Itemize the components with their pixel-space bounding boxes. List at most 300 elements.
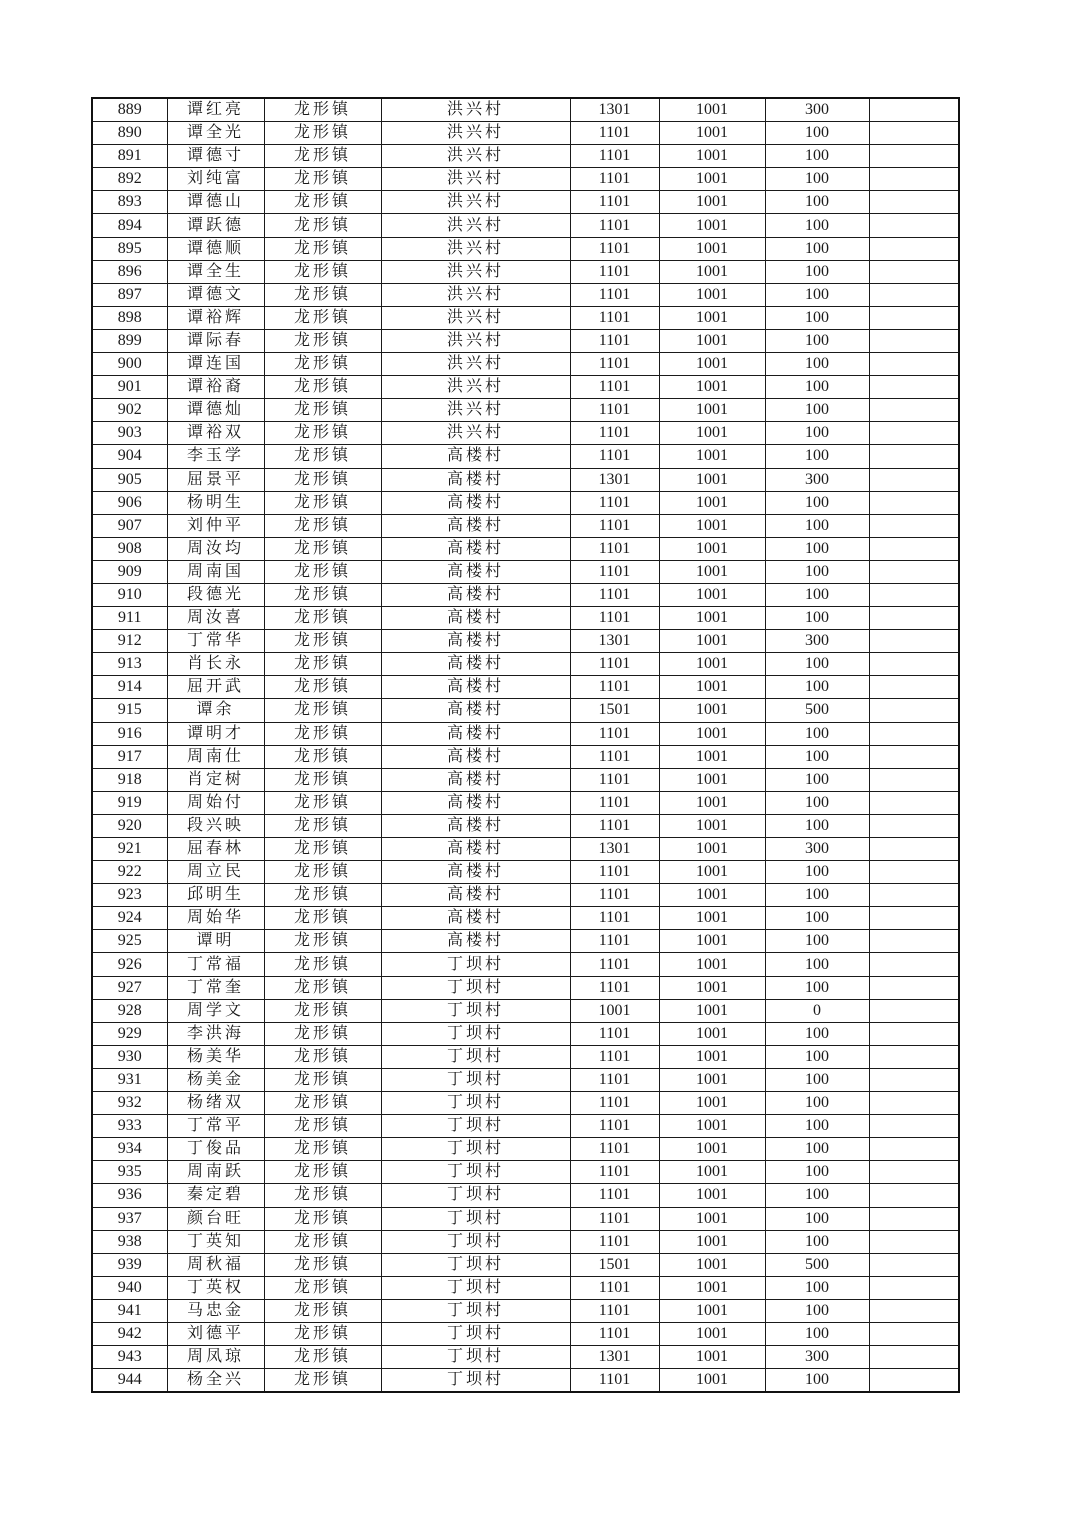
note-cell [869, 468, 959, 491]
town-cell: 龙形镇 [264, 122, 381, 145]
amount-cell: 100 [765, 768, 869, 791]
amount-cell: 100 [765, 168, 869, 191]
code2-cell: 1001 [659, 607, 765, 630]
row-number-cell: 931 [92, 1068, 167, 1091]
amount-cell: 300 [765, 838, 869, 861]
name-cell: 刘纯富 [167, 168, 264, 191]
note-cell [869, 1369, 959, 1393]
row-number-cell: 939 [92, 1253, 167, 1276]
table-row [92, 1346, 959, 1369]
name-cell: 谭德山 [167, 191, 264, 214]
table-row [92, 768, 959, 791]
note-cell [869, 1299, 959, 1322]
table-row [92, 468, 959, 491]
amount-cell: 100 [765, 722, 869, 745]
town-cell: 龙形镇 [264, 283, 381, 306]
note-cell [869, 1322, 959, 1345]
table-row [92, 191, 959, 214]
note-cell [869, 1045, 959, 1068]
row-number-cell: 936 [92, 1184, 167, 1207]
amount-cell: 100 [765, 353, 869, 376]
note-cell [869, 537, 959, 560]
note-cell [869, 838, 959, 861]
town-cell: 龙形镇 [264, 514, 381, 537]
code2-cell: 1001 [659, 353, 765, 376]
row-number-cell: 904 [92, 445, 167, 468]
village-cell: 高楼村 [381, 583, 570, 606]
row-number-cell: 900 [92, 353, 167, 376]
village-cell: 高楼村 [381, 607, 570, 630]
town-cell: 龙形镇 [264, 491, 381, 514]
code2-cell: 1001 [659, 1299, 765, 1322]
amount-cell: 100 [765, 122, 869, 145]
village-cell: 高楼村 [381, 676, 570, 699]
town-cell: 龙形镇 [264, 884, 381, 907]
amount-cell: 100 [765, 1161, 869, 1184]
code2-cell: 1001 [659, 399, 765, 422]
code2-cell: 1001 [659, 98, 765, 122]
village-cell: 高楼村 [381, 930, 570, 953]
code1-cell: 1101 [570, 814, 659, 837]
code1-cell: 1001 [570, 999, 659, 1022]
code2-cell: 1001 [659, 376, 765, 399]
code1-cell: 1301 [570, 98, 659, 122]
town-cell: 龙形镇 [264, 907, 381, 930]
name-cell: 谭德寸 [167, 145, 264, 168]
row-number-cell: 928 [92, 999, 167, 1022]
code2-cell: 1001 [659, 999, 765, 1022]
amount-cell: 300 [765, 98, 869, 122]
code1-cell: 1101 [570, 353, 659, 376]
amount-cell: 100 [765, 884, 869, 907]
row-number-cell: 899 [92, 329, 167, 352]
name-cell: 屈春林 [167, 838, 264, 861]
code1-cell: 1101 [570, 237, 659, 260]
amount-cell: 100 [765, 445, 869, 468]
code1-cell: 1101 [570, 791, 659, 814]
note-cell [869, 260, 959, 283]
code1-cell: 1101 [570, 722, 659, 745]
code1-cell: 1101 [570, 514, 659, 537]
amount-cell: 100 [765, 514, 869, 537]
name-cell: 邱明生 [167, 884, 264, 907]
row-number-cell: 892 [92, 168, 167, 191]
town-cell: 龙形镇 [264, 214, 381, 237]
row-number-cell: 894 [92, 214, 167, 237]
amount-cell: 100 [765, 1092, 869, 1115]
amount-cell: 100 [765, 560, 869, 583]
row-number-cell: 903 [92, 422, 167, 445]
code2-cell: 1001 [659, 237, 765, 260]
row-number-cell: 895 [92, 237, 167, 260]
table-row [92, 953, 959, 976]
village-cell: 丁坝村 [381, 1115, 570, 1138]
note-cell [869, 514, 959, 537]
name-cell: 丁俊品 [167, 1138, 264, 1161]
code2-cell: 1001 [659, 191, 765, 214]
note-cell [869, 1346, 959, 1369]
town-cell: 龙形镇 [264, 976, 381, 999]
note-cell [869, 884, 959, 907]
code2-cell: 1001 [659, 583, 765, 606]
row-number-cell: 906 [92, 491, 167, 514]
table-row [92, 1369, 959, 1393]
name-cell: 杨绪双 [167, 1092, 264, 1115]
code2-cell: 1001 [659, 1045, 765, 1068]
village-cell: 洪兴村 [381, 145, 570, 168]
table-row [92, 283, 959, 306]
table-row [92, 491, 959, 514]
village-cell: 洪兴村 [381, 191, 570, 214]
table-row [92, 1045, 959, 1068]
note-cell [869, 168, 959, 191]
table-row [92, 237, 959, 260]
name-cell: 肖定树 [167, 768, 264, 791]
row-number-cell: 889 [92, 98, 167, 122]
table-row [92, 98, 959, 122]
code2-cell: 1001 [659, 260, 765, 283]
name-cell: 谭全光 [167, 122, 264, 145]
village-cell: 洪兴村 [381, 214, 570, 237]
amount-cell: 100 [765, 861, 869, 884]
table-row [92, 699, 959, 722]
code1-cell: 1101 [570, 653, 659, 676]
town-cell: 龙形镇 [264, 1138, 381, 1161]
note-cell [869, 329, 959, 352]
code1-cell: 1101 [570, 145, 659, 168]
row-number-cell: 910 [92, 583, 167, 606]
name-cell: 颜台旺 [167, 1207, 264, 1230]
name-cell: 谭际春 [167, 329, 264, 352]
row-number-cell: 907 [92, 514, 167, 537]
table-row [92, 445, 959, 468]
town-cell: 龙形镇 [264, 376, 381, 399]
amount-cell: 300 [765, 468, 869, 491]
town-cell: 龙形镇 [264, 1299, 381, 1322]
town-cell: 龙形镇 [264, 1369, 381, 1393]
town-cell: 龙形镇 [264, 1045, 381, 1068]
code2-cell: 1001 [659, 1322, 765, 1345]
code1-cell: 1101 [570, 1092, 659, 1115]
table-row [92, 630, 959, 653]
village-cell: 高楼村 [381, 861, 570, 884]
name-cell: 周学文 [167, 999, 264, 1022]
code1-cell: 1101 [570, 191, 659, 214]
town-cell: 龙形镇 [264, 145, 381, 168]
village-cell: 洪兴村 [381, 422, 570, 445]
code2-cell: 1001 [659, 676, 765, 699]
name-cell: 段兴映 [167, 814, 264, 837]
code2-cell: 1001 [659, 1276, 765, 1299]
note-cell [869, 976, 959, 999]
code1-cell: 1101 [570, 1045, 659, 1068]
name-cell: 谭明 [167, 930, 264, 953]
amount-cell: 100 [765, 1115, 869, 1138]
table-row [92, 122, 959, 145]
code2-cell: 1001 [659, 930, 765, 953]
village-cell: 高楼村 [381, 491, 570, 514]
amount-cell: 100 [765, 1322, 869, 1345]
table-row [92, 353, 959, 376]
village-cell: 丁坝村 [381, 1230, 570, 1253]
row-number-cell: 908 [92, 537, 167, 560]
village-cell: 丁坝村 [381, 1068, 570, 1091]
note-cell [869, 145, 959, 168]
code1-cell: 1501 [570, 699, 659, 722]
code1-cell: 1101 [570, 168, 659, 191]
note-cell [869, 745, 959, 768]
row-number-cell: 923 [92, 884, 167, 907]
row-number-cell: 927 [92, 976, 167, 999]
note-cell [869, 353, 959, 376]
table-row [92, 1276, 959, 1299]
code2-cell: 1001 [659, 768, 765, 791]
village-cell: 高楼村 [381, 838, 570, 861]
row-number-cell: 893 [92, 191, 167, 214]
table-row [92, 976, 959, 999]
name-cell: 谭德顺 [167, 237, 264, 260]
town-cell: 龙形镇 [264, 999, 381, 1022]
code2-cell: 1001 [659, 745, 765, 768]
town-cell: 龙形镇 [264, 722, 381, 745]
code2-cell: 1001 [659, 1253, 765, 1276]
village-cell: 洪兴村 [381, 376, 570, 399]
code1-cell: 1101 [570, 1207, 659, 1230]
amount-cell: 100 [765, 907, 869, 930]
name-cell: 丁英知 [167, 1230, 264, 1253]
amount-cell: 100 [765, 491, 869, 514]
amount-cell: 300 [765, 1346, 869, 1369]
code1-cell: 1101 [570, 745, 659, 768]
town-cell: 龙形镇 [264, 768, 381, 791]
row-number-cell: 930 [92, 1045, 167, 1068]
village-cell: 丁坝村 [381, 1253, 570, 1276]
village-cell: 高楼村 [381, 630, 570, 653]
table-row [92, 1184, 959, 1207]
row-number-cell: 905 [92, 468, 167, 491]
note-cell [869, 237, 959, 260]
village-cell: 洪兴村 [381, 98, 570, 122]
code2-cell: 1001 [659, 145, 765, 168]
village-cell: 洪兴村 [381, 168, 570, 191]
town-cell: 龙形镇 [264, 1322, 381, 1345]
amount-cell: 100 [765, 1299, 869, 1322]
village-cell: 丁坝村 [381, 1022, 570, 1045]
village-cell: 洪兴村 [381, 353, 570, 376]
table-row [92, 999, 959, 1022]
village-cell: 高楼村 [381, 468, 570, 491]
town-cell: 龙形镇 [264, 168, 381, 191]
row-number-cell: 902 [92, 399, 167, 422]
note-cell [869, 1022, 959, 1045]
table-row [92, 514, 959, 537]
table-row [92, 583, 959, 606]
village-cell: 高楼村 [381, 722, 570, 745]
code2-cell: 1001 [659, 722, 765, 745]
row-number-cell: 898 [92, 306, 167, 329]
note-cell [869, 953, 959, 976]
amount-cell: 100 [765, 237, 869, 260]
name-cell: 秦定碧 [167, 1184, 264, 1207]
town-cell: 龙形镇 [264, 1253, 381, 1276]
code1-cell: 1101 [570, 861, 659, 884]
village-cell: 洪兴村 [381, 260, 570, 283]
note-cell [869, 1115, 959, 1138]
table-row [92, 1115, 959, 1138]
town-cell: 龙形镇 [264, 1068, 381, 1091]
amount-cell: 100 [765, 583, 869, 606]
code2-cell: 1001 [659, 468, 765, 491]
roster-table [91, 97, 960, 1393]
code1-cell: 1101 [570, 560, 659, 583]
note-cell [869, 214, 959, 237]
name-cell: 谭裕辉 [167, 306, 264, 329]
code2-cell: 1001 [659, 1346, 765, 1369]
code2-cell: 1001 [659, 1369, 765, 1393]
town-cell: 龙形镇 [264, 306, 381, 329]
note-cell [869, 122, 959, 145]
amount-cell: 100 [765, 283, 869, 306]
amount-cell: 100 [765, 607, 869, 630]
town-cell: 龙形镇 [264, 791, 381, 814]
village-cell: 丁坝村 [381, 1045, 570, 1068]
note-cell [869, 722, 959, 745]
code1-cell: 1101 [570, 422, 659, 445]
table-row [92, 306, 959, 329]
town-cell: 龙形镇 [264, 191, 381, 214]
row-number-cell: 942 [92, 1322, 167, 1345]
village-cell: 高楼村 [381, 514, 570, 537]
village-cell: 高楼村 [381, 814, 570, 837]
village-cell: 丁坝村 [381, 1322, 570, 1345]
note-cell [869, 607, 959, 630]
village-cell: 丁坝村 [381, 1369, 570, 1393]
note-cell [869, 930, 959, 953]
note-cell [869, 1092, 959, 1115]
name-cell: 杨美华 [167, 1045, 264, 1068]
table-row [92, 1022, 959, 1045]
note-cell [869, 191, 959, 214]
code1-cell: 1101 [570, 122, 659, 145]
name-cell: 周秋福 [167, 1253, 264, 1276]
amount-cell: 100 [765, 930, 869, 953]
note-cell [869, 98, 959, 122]
village-cell: 丁坝村 [381, 1346, 570, 1369]
table-row [92, 884, 959, 907]
town-cell: 龙形镇 [264, 1161, 381, 1184]
row-number-cell: 916 [92, 722, 167, 745]
code1-cell: 1101 [570, 930, 659, 953]
amount-cell: 100 [765, 1068, 869, 1091]
town-cell: 龙形镇 [264, 260, 381, 283]
town-cell: 龙形镇 [264, 1115, 381, 1138]
code1-cell: 1101 [570, 1369, 659, 1393]
note-cell [869, 699, 959, 722]
code1-cell: 1101 [570, 491, 659, 514]
table-row [92, 676, 959, 699]
name-cell: 谭全生 [167, 260, 264, 283]
code2-cell: 1001 [659, 1207, 765, 1230]
table-row [92, 560, 959, 583]
name-cell: 周南跃 [167, 1161, 264, 1184]
village-cell: 高楼村 [381, 699, 570, 722]
table-row [92, 722, 959, 745]
name-cell: 马忠金 [167, 1299, 264, 1322]
note-cell [869, 491, 959, 514]
row-number-cell: 935 [92, 1161, 167, 1184]
name-cell: 谭德文 [167, 283, 264, 306]
note-cell [869, 445, 959, 468]
amount-cell: 100 [765, 191, 869, 214]
village-cell: 丁坝村 [381, 1299, 570, 1322]
table-row [92, 1207, 959, 1230]
row-number-cell: 891 [92, 145, 167, 168]
code1-cell: 1101 [570, 953, 659, 976]
village-cell: 高楼村 [381, 884, 570, 907]
amount-cell: 100 [765, 653, 869, 676]
name-cell: 丁常华 [167, 630, 264, 653]
town-cell: 龙形镇 [264, 329, 381, 352]
village-cell: 高楼村 [381, 768, 570, 791]
code1-cell: 1301 [570, 838, 659, 861]
note-cell [869, 1276, 959, 1299]
code2-cell: 1001 [659, 214, 765, 237]
town-cell: 龙形镇 [264, 422, 381, 445]
row-number-cell: 941 [92, 1299, 167, 1322]
town-cell: 龙形镇 [264, 583, 381, 606]
amount-cell: 100 [765, 791, 869, 814]
name-cell: 刘仲平 [167, 514, 264, 537]
table-row [92, 838, 959, 861]
table-row [92, 607, 959, 630]
town-cell: 龙形镇 [264, 1207, 381, 1230]
town-cell: 龙形镇 [264, 930, 381, 953]
name-cell: 谭红亮 [167, 98, 264, 122]
row-number-cell: 919 [92, 791, 167, 814]
village-cell: 丁坝村 [381, 1138, 570, 1161]
note-cell [869, 861, 959, 884]
code2-cell: 1001 [659, 422, 765, 445]
row-number-cell: 943 [92, 1346, 167, 1369]
note-cell [869, 676, 959, 699]
code2-cell: 1001 [659, 1068, 765, 1091]
row-number-cell: 922 [92, 861, 167, 884]
amount-cell: 100 [765, 1369, 869, 1393]
town-cell: 龙形镇 [264, 537, 381, 560]
code2-cell: 1001 [659, 861, 765, 884]
name-cell: 周南仕 [167, 745, 264, 768]
village-cell: 丁坝村 [381, 1184, 570, 1207]
name-cell: 刘德平 [167, 1322, 264, 1345]
name-cell: 周南国 [167, 560, 264, 583]
row-number-cell: 912 [92, 630, 167, 653]
code2-cell: 1001 [659, 1092, 765, 1115]
town-cell: 龙形镇 [264, 1230, 381, 1253]
amount-cell: 0 [765, 999, 869, 1022]
amount-cell: 100 [765, 306, 869, 329]
village-cell: 丁坝村 [381, 1092, 570, 1115]
name-cell: 周立民 [167, 861, 264, 884]
amount-cell: 100 [765, 260, 869, 283]
table-row [92, 861, 959, 884]
name-cell: 段德光 [167, 583, 264, 606]
name-cell: 谭明才 [167, 722, 264, 745]
table-row [92, 745, 959, 768]
code2-cell: 1001 [659, 953, 765, 976]
name-cell: 周凤琼 [167, 1346, 264, 1369]
table-row [92, 376, 959, 399]
town-cell: 龙形镇 [264, 953, 381, 976]
